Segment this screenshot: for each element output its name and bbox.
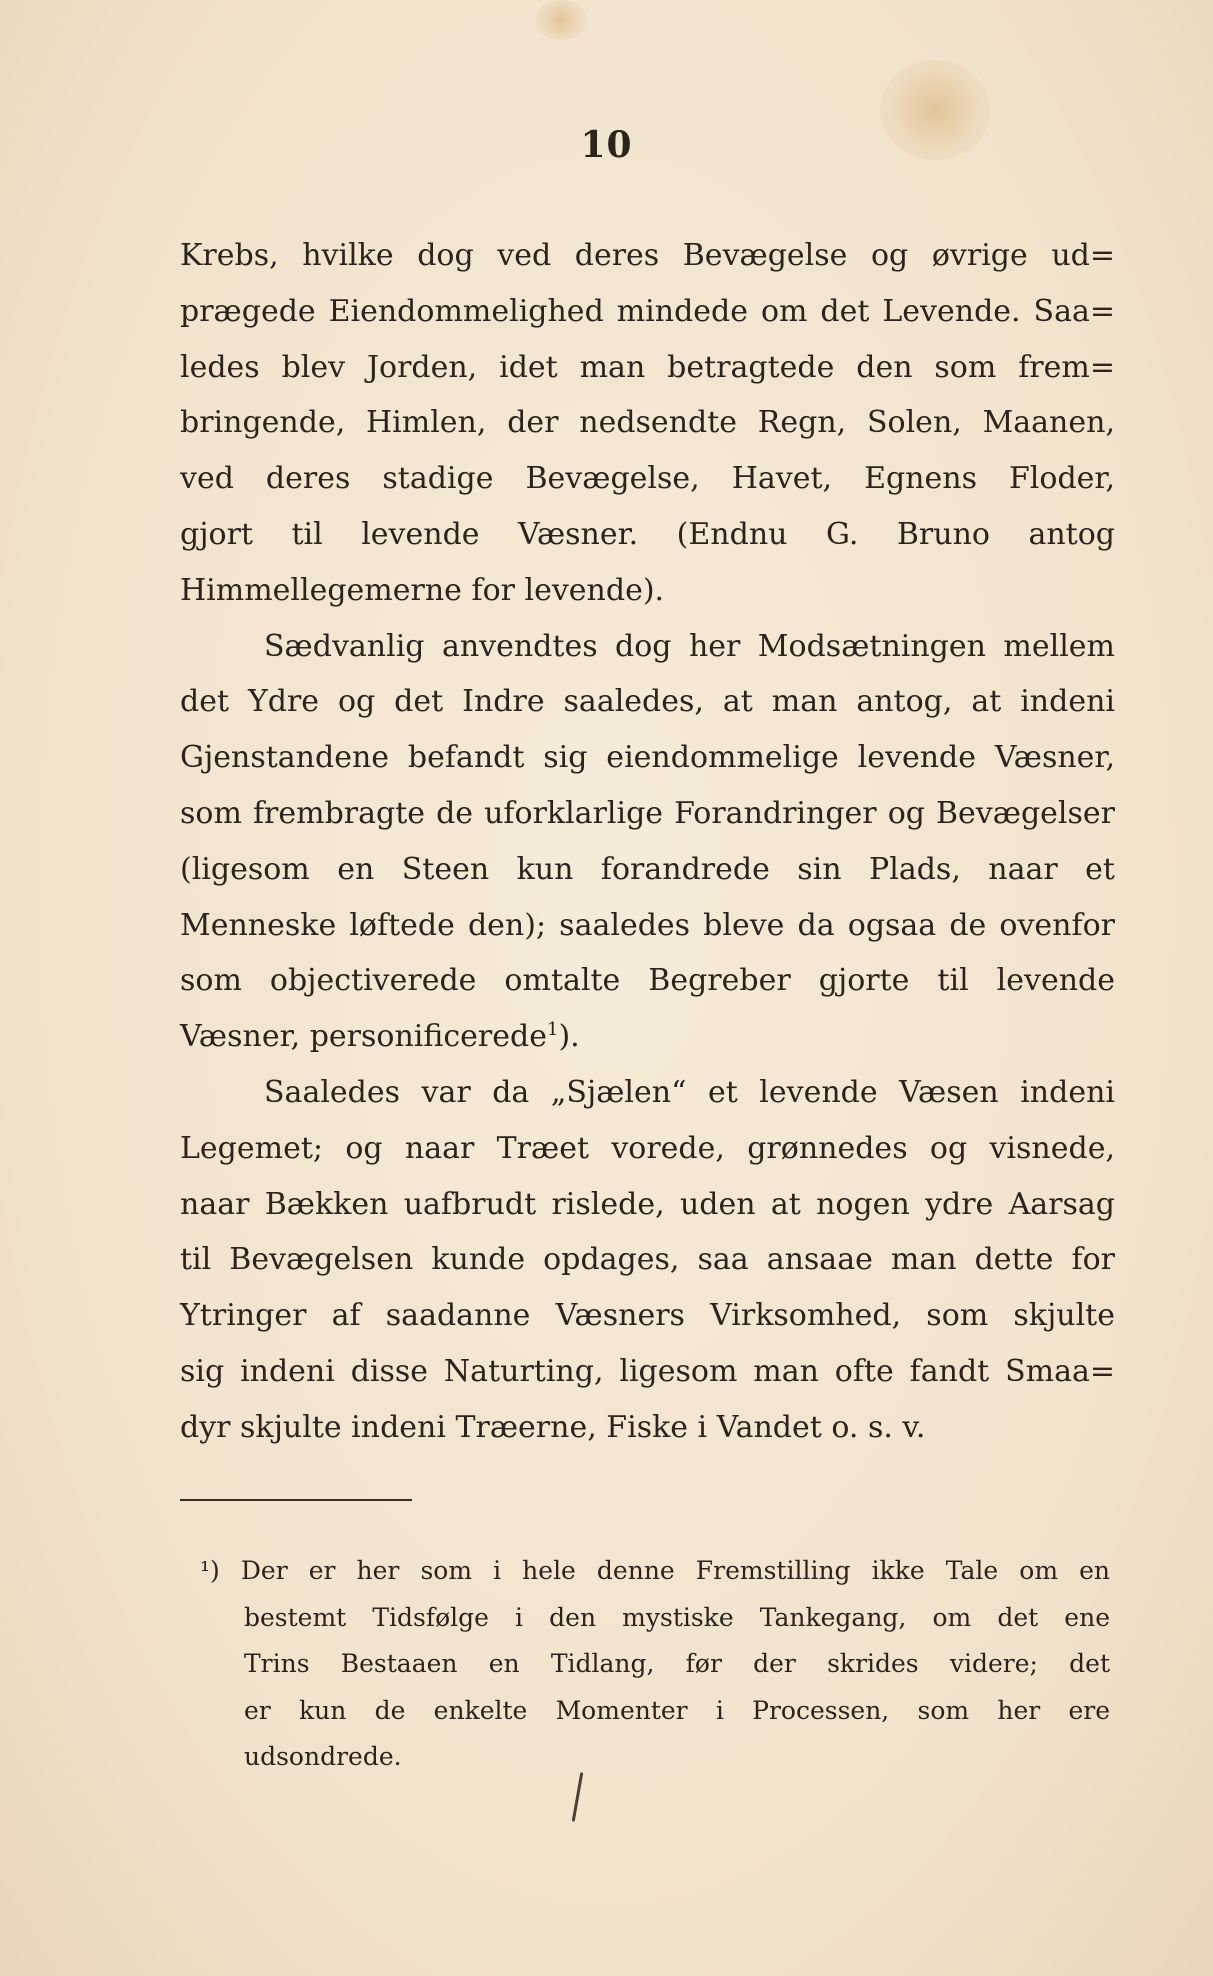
text-line: naar Bækken uafbrudt rislede, uden at nogen ydre Aarsag <box>180 1186 1115 1222</box>
text-line: Ytringer af saadanne Væsners Virksomhed, som skjulte <box>180 1298 1115 1334</box>
footnote-line: er kun de enkelte Momenter i Processen, som her ere <box>244 1695 1110 1725</box>
footnote-line-first <box>200 1548 1110 1595</box>
main-text <box>180 228 1115 1456</box>
text-line: som objectiverede omtalte Begreber gjorte til levende <box>180 963 1115 999</box>
text-line: ved deres stadige Bevægelse, Havet, Egnens Floder, <box>180 461 1115 497</box>
text-line: Sædvanlig anvendtes dog her Modsætningen mellem <box>264 628 1115 664</box>
text-line: (ligesom en Steen kun forandrede sin Plads, naar et <box>180 851 1115 887</box>
text-line: sig indeni disse Naturting, ligesom man ofte fandt Smaa= <box>180 1353 1115 1389</box>
text-line: Himmellegemerne for levende). <box>180 572 665 608</box>
footnote-divider <box>180 1499 412 1501</box>
text-line-with-footnote-ref <box>180 1009 1115 1065</box>
footnote-line: Trins Bestaaen en Tidlang, før der skrides videre; det <box>244 1649 1110 1678</box>
footnote <box>200 1548 1110 1781</box>
text-line: til Bevægelsen kunde opdages, saa ansaae man dette for <box>180 1242 1115 1278</box>
text-line: Væsner, personificerede <box>180 1019 547 1055</box>
footnote-marker: ¹) <box>200 1556 220 1585</box>
text-line: Saaledes var da „Sjælen“ et levende Væsen indeni <box>264 1074 1115 1110</box>
text-line: gjort til levende Væsner. (Endnu G. Bruno antog <box>180 516 1115 552</box>
text-line: som frembragte de uforklarlige Forandringer og Bevægelser <box>180 795 1115 831</box>
text-line: det Ydre og det Indre saaledes, at man antog, at indeni <box>180 684 1115 720</box>
footnote-line: Der er her som i hele denne Fremstilling ikke Tale om en <box>240 1556 1110 1585</box>
footnote-line: udsondrede. <box>244 1742 402 1771</box>
text-line: Menneske løftede den); saaledes bleve da ogsaa de ovenfor <box>180 907 1115 943</box>
footnote-line: bestemt Tidsfølge i den mystiske Tankegang, om det ene <box>244 1602 1110 1632</box>
text-line: Gjenstandene befandt sig eiendommelige levende Væsner, <box>180 740 1115 776</box>
footnote-reference: 1 <box>547 1019 559 1041</box>
text-line: ledes blev Jorden, idet man betragtede den som frem= <box>180 349 1115 385</box>
text-line: Legemet; og naar Træet vorede, grønnedes og visnede, <box>180 1130 1115 1166</box>
page-number: 10 <box>580 124 633 166</box>
text-line: prægede Eiendommelighed mindede om det Levende. Saa= <box>180 293 1115 329</box>
text-line: dyr skjulte indeni Træerne, Fiske i Vandet o. s. v. <box>180 1409 926 1445</box>
footnote-ref-closing: ). <box>558 1019 580 1055</box>
text-line: Krebs, hvilke dog ved deres Bevægelse og øvrige ud= <box>180 238 1115 273</box>
paper-stain-top <box>535 0 587 40</box>
text-line: bringende, Himlen, der nedsendte Regn, Solen, Maanen, <box>180 405 1115 441</box>
